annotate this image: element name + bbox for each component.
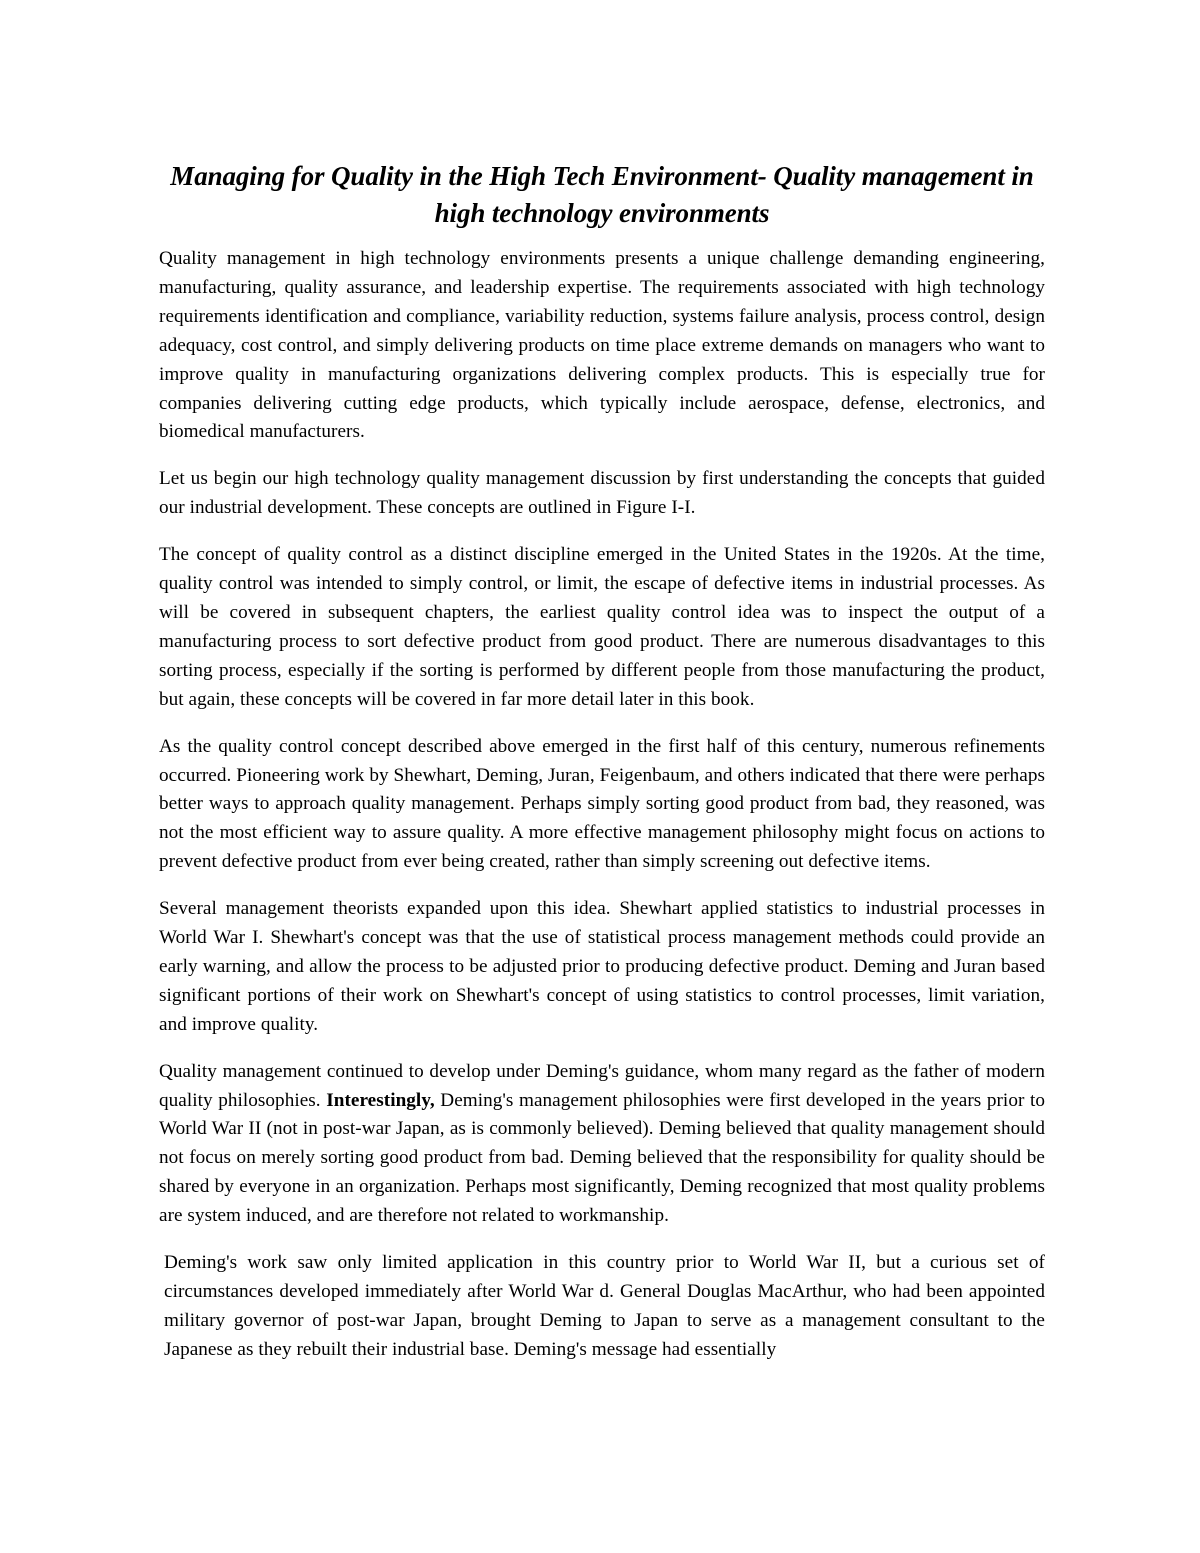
body-paragraph-4: As the quality control concept described above emerged in the first half of this century, numerous refinements occurred. Pioneering work by Shewhart, Deming, Juran, Feigenbaum, and others indicated that there were perhaps better ways to approach quality management. Perhaps simply sorting good product from bad, they reasoned, was not the most efficient way to assure quality. A more effective management philosophy might focus on actions to prevent defective product from ever being created, rather than simply screening out defective items. <box>159 735 1045 873</box>
body-paragraph-2: Let us begin our high technology quality management discussion by first understanding the concepts that guided our industrial development. These concepts are outlined in Figure I-I. <box>159 468 1045 519</box>
body-paragraph-6 <box>159 1058 1045 1231</box>
body-paragraph-1: Quality management in high technology environments presents a unique challenge demanding engineering, manufacturing, quality assurance, and leadership expertise. The requirements associated with high technology requirements identification and compliance, variability reduction, systems failure analysis, process control, design adequacy, cost control, and simply delivering products on time place extreme demands on managers who want to improve quality in manufacturing organizations delivering complex products. This is especially true for companies delivering cutting edge products, which typically include aerospace, defense, electronics, and biomedical manufacturers. <box>159 248 1045 443</box>
paragraph-6-run-1: Quality management continued to develop under Deming's guidance, whom many regard as the father of modern quality philosophies. <box>159 1060 1045 1111</box>
page-content <box>159 158 1045 1365</box>
paragraph-6-run-2: Deming's management philosophies were first developed in the years prior to World War II (not in post-war Japan, as is commonly believed). Deming believed that quality management should not focus on merely sorting good product from bad. Deming believed that the responsibility for quality should be shared by everyone in an organization. Perhaps most significantly, Deming recognized that most quality problems are system induced, and are therefore not related to workmanship. <box>159 1089 1045 1227</box>
body-paragraph-7: Deming's work saw only limited application in this country prior to World War II, but a curious set of circumstances developed immediately after World War d. General Douglas MacArthur, who had been appointed military governor of post-war Japan, brought Deming to Japan to serve as a management consultant to the Japanese as they rebuilt their industrial base. Deming's message had essentially <box>164 1252 1045 1360</box>
body-paragraph-3: The concept of quality control as a distinct discipline emerged in the United States in the 1920s. At the time, quality control was intended to simply control, or limit, the escape of defective items in industrial processes. As will be covered in subsequent chapters, the earliest quality control idea was to inspect the output of a manufacturing process to sort defective product from good product. There are numerous disadvantages to this sorting process, especially if the sorting is performed by different people from those manufacturing the product, but again, these concepts will be covered in far more detail later in this book. <box>159 544 1045 710</box>
page-title: Managing for Quality in the High Tech Environment- Quality management in high technology environments <box>170 161 1034 228</box>
paragraph-6-emphasis: Interestingly, <box>326 1089 435 1111</box>
body-paragraph-5: Several management theorists expanded upon this idea. Shewhart applied statistics to industrial processes in World War I. Shewhart's concept was that the use of statistical process management methods could provide an early warning, and allow the process to be adjusted prior to producing defective product. Deming and Juran based significant portions of their work on Shewhart's concept of using statistics to control processes, limit variation, and improve quality. <box>159 898 1045 1035</box>
